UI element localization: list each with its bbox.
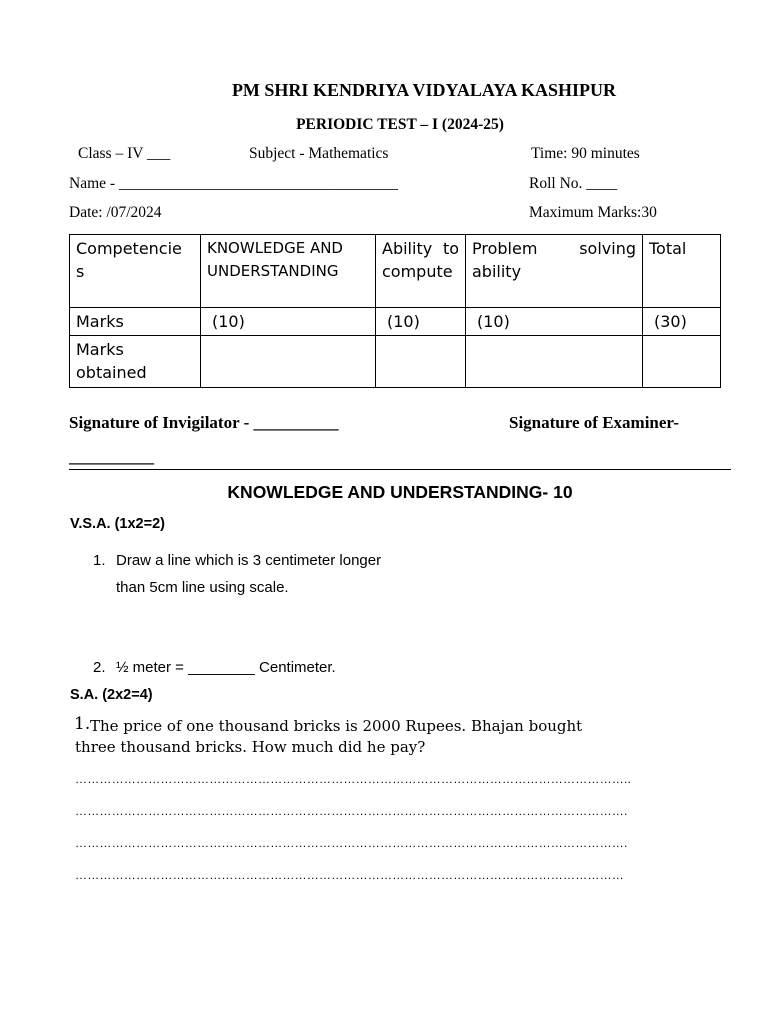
question-1-line1: Draw a line which is 3 centimeter longer [116, 552, 382, 569]
marks-obtained-label [70, 336, 201, 388]
sa-heading: S.A. (2x2=4) [70, 687, 153, 703]
table-cell-total [643, 235, 721, 308]
name-field: Name - ____________________________________ [69, 175, 398, 192]
marks-label: Marks [70, 308, 201, 336]
table-cell-ability [376, 235, 466, 308]
table-row [70, 336, 721, 388]
marks-ability: (10) [376, 308, 466, 336]
obtained-ability-cell[interactable] [376, 336, 466, 388]
answer-line[interactable]: ………………………………………………………………………………………………………………………. [75, 804, 628, 818]
table-row [70, 235, 721, 308]
answer-line[interactable]: ……………………………………………………………………………………………………………………….. [75, 772, 632, 786]
ability-label-word1: Ability [382, 239, 433, 258]
total-label: Total [649, 239, 687, 258]
competencies-label-line1: Competencie [76, 239, 182, 258]
ability-label-word2: to [442, 239, 459, 258]
marks-knowledge: (10) [201, 308, 376, 336]
vsa-heading: V.S.A. (1x2=2) [70, 516, 165, 532]
question-2-number: 2. [93, 659, 106, 676]
roll-field: Roll No. ____ [529, 175, 618, 192]
max-marks-field: Maximum Marks:30 [529, 204, 657, 221]
problem-label-word1: Problem [472, 239, 538, 258]
problem-label-line2: ability [472, 262, 522, 281]
school-name: PM SHRI KENDRIYA VIDYALAYA KASHIPUR [231, 80, 617, 100]
knowledge-label-line2: UNDERSTANDING [207, 262, 339, 280]
class-field: Class – IV ___ [78, 145, 171, 162]
test-title: PERIODIC TEST – I (2024-25) [296, 116, 504, 133]
answer-line[interactable]: ………………………………………………………………………………………………………………………. [75, 836, 628, 850]
date-field: Date: /07/2024 [69, 204, 162, 221]
competencies-label-line2: s [76, 262, 85, 281]
ability-label-line2: compute [382, 262, 453, 281]
sa-question-1-line2: three thousand bricks. How much did he pay? [75, 738, 426, 756]
table-cell-knowledge [201, 235, 376, 308]
marks-obtained-line1: Marks [76, 340, 124, 359]
section-title: KNOWLEDGE AND UNDERSTANDING- 10 [227, 482, 573, 502]
table-row [70, 308, 721, 336]
question-1-number: 1. [93, 552, 106, 569]
time-field: Time: 90 minutes [531, 145, 640, 162]
question-1-line2: than 5cm line using scale. [116, 579, 289, 596]
section-divider [69, 469, 731, 470]
marks-obtained-line2: obtained [76, 363, 147, 382]
table-cell-problem [466, 235, 643, 308]
invigilator-signature: Signature of Invigilator - __________ [69, 413, 339, 432]
competency-table [69, 234, 721, 388]
sa-question-1-number: 1. [74, 714, 91, 734]
answer-line[interactable]: ……………………………………………………………………………………………………………………… [75, 868, 624, 882]
table-cell-competencies [70, 235, 201, 308]
obtained-total-cell[interactable] [643, 336, 721, 388]
knowledge-label-line1: KNOWLEDGE AND [207, 239, 343, 257]
problem-label-word2: solving [579, 239, 636, 258]
examiner-signature-line: __________ [69, 447, 154, 466]
subject-field: Subject - Mathematics [249, 145, 389, 162]
marks-total: (30) [643, 308, 721, 336]
marks-problem: (10) [466, 308, 643, 336]
examiner-signature: Signature of Examiner- [509, 413, 679, 432]
obtained-problem-cell[interactable] [466, 336, 643, 388]
question-2-text: ½ meter = ________ Centimeter. [116, 659, 336, 676]
sa-question-1-line1: The price of one thousand bricks is 2000 Rupees. Bhajan bought [90, 717, 583, 735]
obtained-knowledge-cell[interactable] [201, 336, 376, 388]
